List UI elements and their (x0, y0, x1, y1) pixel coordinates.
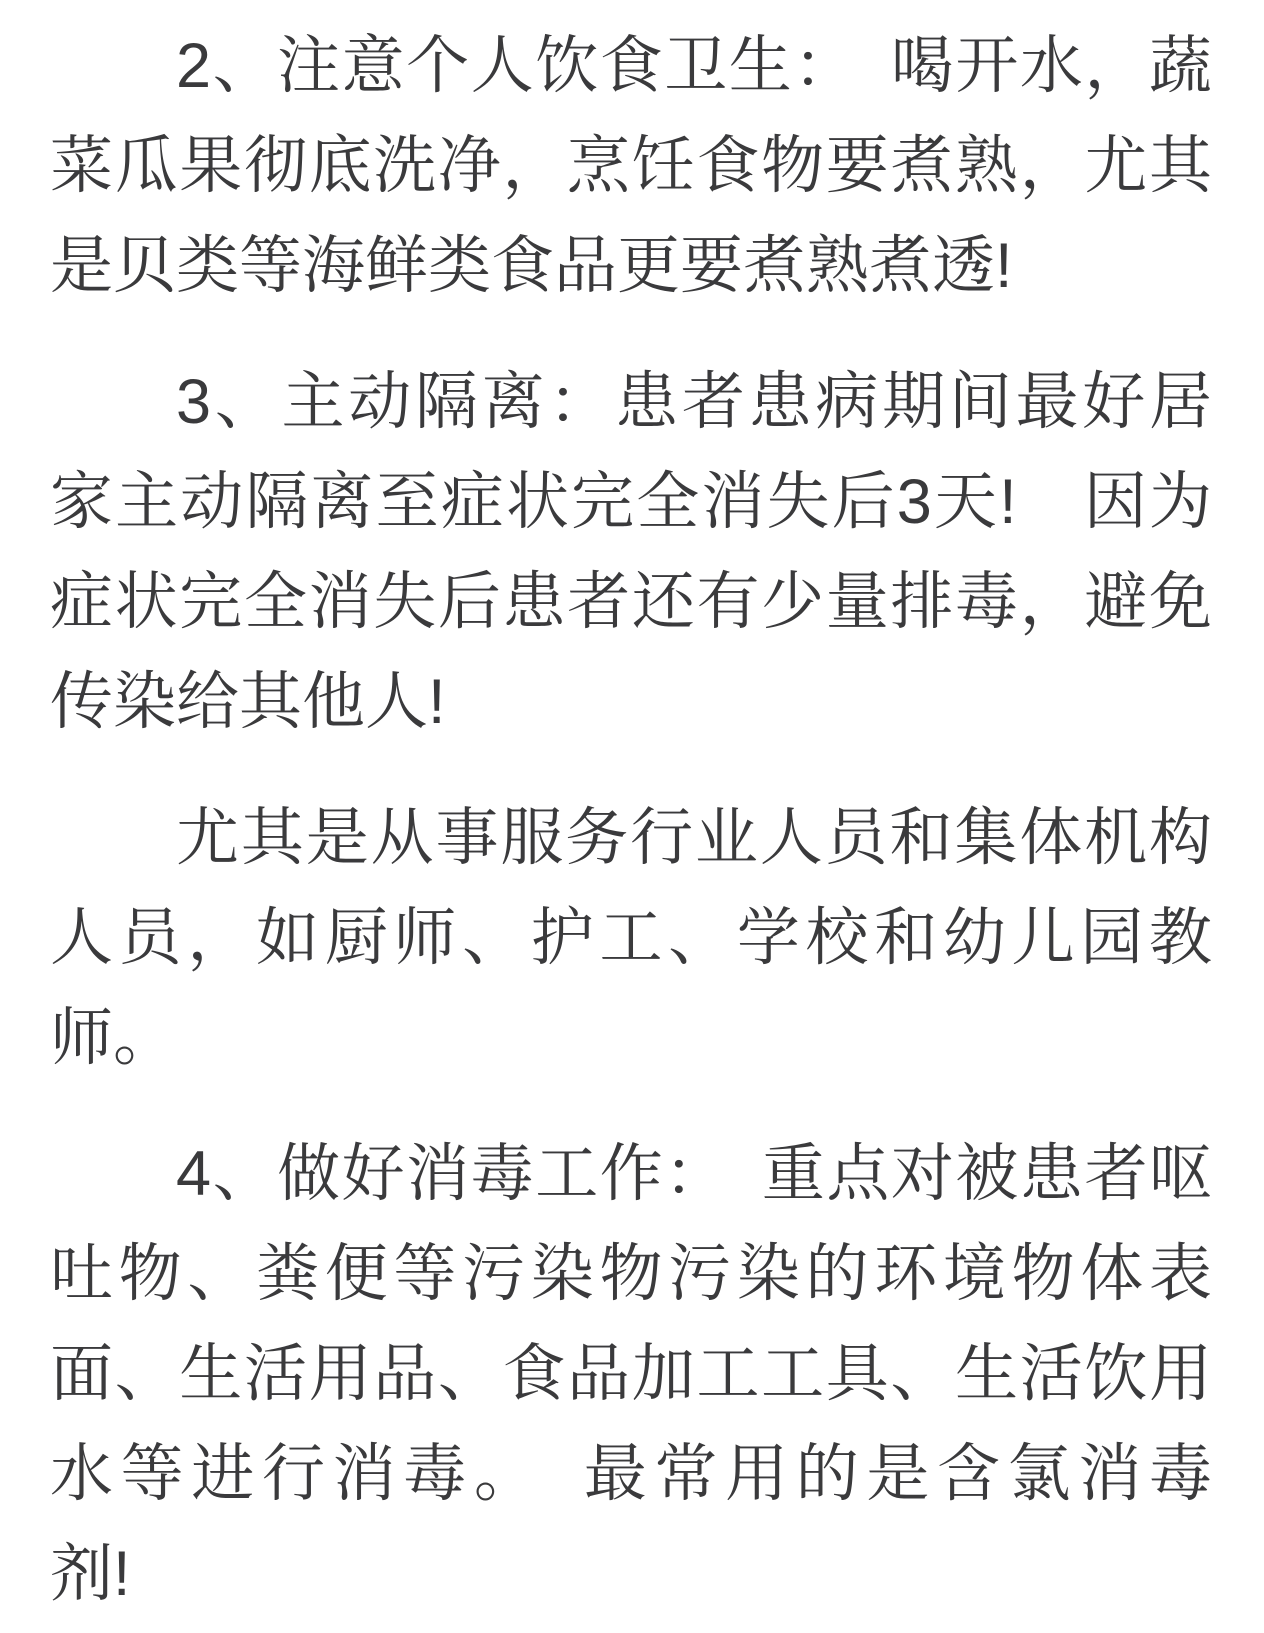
text-line: 师。 (50, 1003, 176, 1073)
text-line: 水等进行消毒。 最常用的是含氯消毒 (50, 1439, 1212, 1509)
paragraph-item-3-self-isolation (50, 352, 1212, 752)
paragraph-item-2-food-hygiene (50, 16, 1212, 316)
text-line: 家主动隔离至症状完全消失后3天! 因为 (50, 467, 1212, 537)
text-line: 2、注意个人饮食卫生： 喝开水，蔬 (176, 31, 1212, 101)
text-line: 传染给其他人! (50, 667, 446, 737)
text-line: 症状完全消失后患者还有少量排毒，避免 (50, 567, 1212, 637)
text-line: 尤其是从事服务行业人员和集体机构 (176, 803, 1212, 873)
text-line: 吐物、粪便等污染物污染的环境物体表 (50, 1239, 1212, 1309)
paragraph-item-4-disinfection (50, 1124, 1212, 1624)
text-line: 4、做好消毒工作： 重点对被患者呕 (176, 1139, 1212, 1209)
text-line: 剂! (50, 1539, 131, 1609)
text-line: 是贝类等海鲜类食品更要煮熟煮透! (50, 231, 1013, 301)
text-line: 3、主动隔离：患者患病期间最好居 (176, 367, 1212, 437)
text-line: 菜瓜果彻底洗净，烹饪食物要煮熟，尤其 (50, 131, 1212, 201)
text-line: 面、生活用品、食品加工工具、生活饮用 (50, 1339, 1212, 1409)
text-line: 人员，如厨师、护工、学校和幼儿园教 (50, 903, 1212, 973)
paragraph-service-workers-note (50, 788, 1212, 1088)
